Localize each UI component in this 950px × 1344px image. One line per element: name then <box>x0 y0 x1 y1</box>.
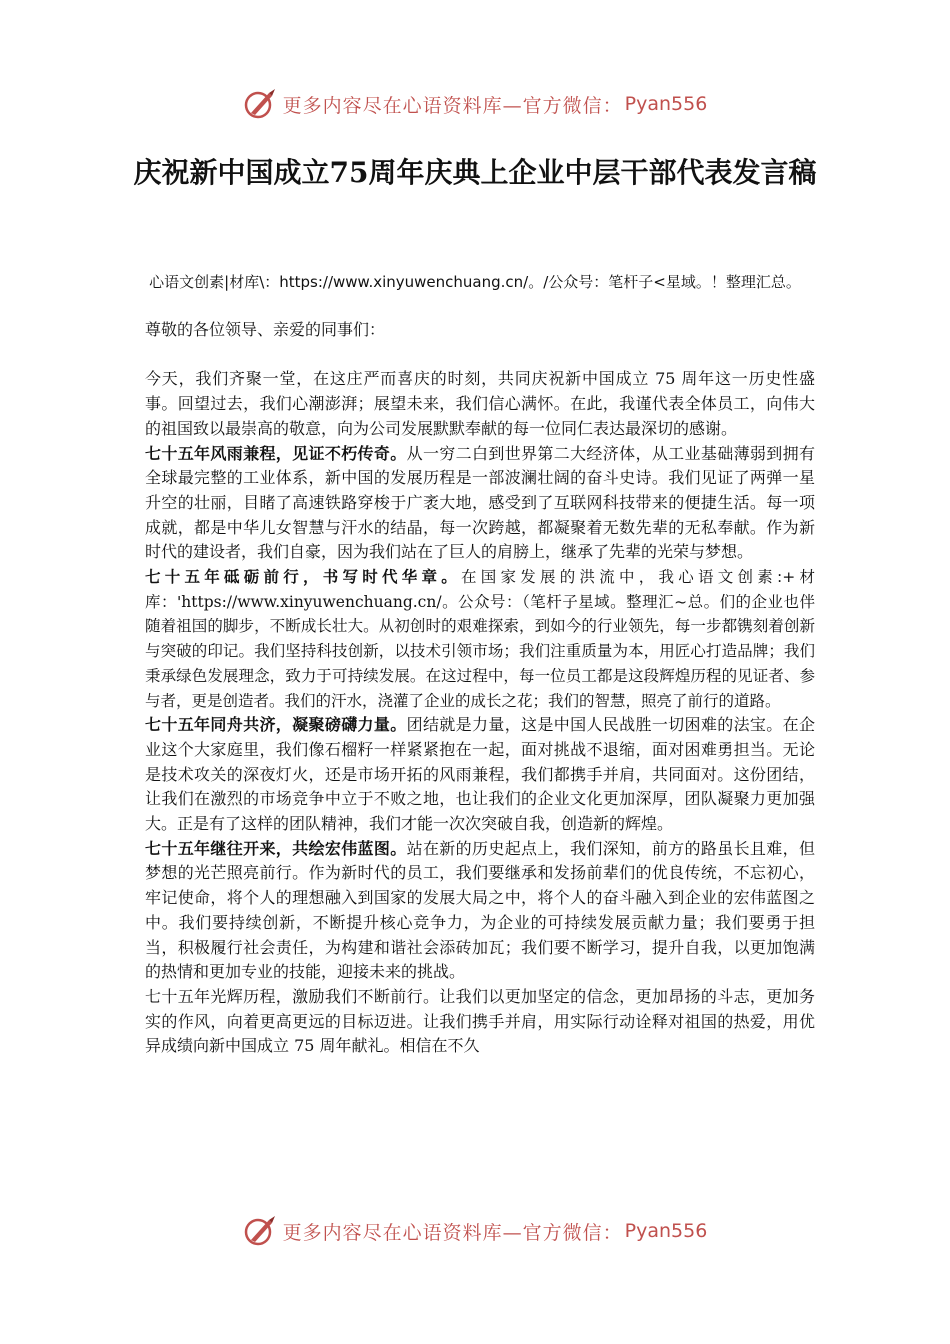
banner-wechat-id: Pyan556 <box>624 1220 708 1242</box>
section-paragraph <box>145 442 815 566</box>
section-heading: 七十五年继往开来，共绘宏伟蓝图。 <box>145 838 407 858</box>
section-paragraph <box>145 837 815 985</box>
document-title: 庆祝新中国成立75周年庆典上企业中层干部代表发言稿 <box>133 156 817 189</box>
blank-line <box>145 343 815 368</box>
footer-banner <box>0 1211 950 1251</box>
section-heading: 七十五年同舟共济，凝聚磅礴力量。 <box>145 715 407 735</box>
section-body: 。公众号：（笔杆子星域。整理汇~总。们的企业也伴随着祖国的脚步，不断成长壮大。从初创时的艰难探索，到如今的行业领先，每一步都镌刻着创新与突破的印记。我们坚持科技创新，以技术引领市场；我们注重质量为本，用匠心打造品牌；我们秉承绿色发展理念，致力于可持续发展。在这过程中，每一位员工都是这段辉煌历程的见证者、参与者，更是创造者。我们的汗水，浇灌了企业的成长之花；我们的智慧，照亮了前行的道路。 <box>145 592 815 710</box>
salutation: 尊敬的各位领导、亲爱的同事们： <box>145 320 386 339</box>
section-body: 从一穷二白到世界第二大经济体，从工业基础薄弱到拥有全球最完整的工业体系，新中国的发展历程是一部波澜壮阔的奋斗史诗。我们见证了两弹一星升空的壮丽，目睹了高速铁路穿梭于广袤大地，感受到了互联网科技带来的便捷生活。每一项成就，都是中华儿女智慧与汗水的结晶，每一次跨越，都凝聚着无数先辈的无私奉献。作为新时代的建设者，我们自豪，因为我们站在了巨人的肩膀上，继承了先辈的光荣与梦想。 <box>145 443 815 562</box>
banner-wechat-id: Pyan556 <box>624 93 708 115</box>
section-heading: 七十五年风雨兼程，见证不朽传奇。 <box>145 443 407 463</box>
quill-logo-icon <box>243 1214 277 1248</box>
section-body: 在国家发展的洪流中，我心语文创素:+材库：' <box>145 568 815 611</box>
header-banner <box>0 84 950 124</box>
section-paragraph <box>145 713 815 837</box>
section-body: 站在新的历史起点上，我们深知，前方的路虽长且难，但梦想的光芒照亮前行。作为新时代的员工，我们要继承和发扬前辈们的优良传统，不忘初心，牢记使命，将个人的理想融入到国家的发展大局之中，将个人的奋斗融入到企业的宏伟蓝图之中。我们要持续创新，不断提升核心竞争力，为企业的可持续发展贡献力量；我们要勇于担当，积极履行社会责任，为构建和谐社会添砖加瓦；我们要不断学习，提升自我，以更加饱满的热情和更加专业的技能，迎接未来的挑战。 <box>145 838 815 982</box>
document-body <box>145 318 815 1059</box>
section-url: https://www.xinyuwenchuang.cn/ <box>181 592 442 611</box>
quill-logo-icon <box>243 87 277 121</box>
closing-paragraph: 七十五年光辉历程，激励我们不断前行。让我们以更加坚定的信念，更加昂扬的斗志，更加务实的作风，向着更高更远的目标迈进。让我们携手并肩，用实际行动诠释对祖国的热爱，用优异成绩向新中国成立 75 周年献礼。相信在不久 <box>145 986 815 1056</box>
section-body: 团结就是力量，这是中国人民战胜一切困难的法宝。在企业这个大家庭里，我们像石榴籽一样紧紧抱在一起，面对挑战不退缩，面对困难勇担当。无论是技术攻关的深夜灯火，还是市场开拓的风雨兼程，我们都携手并肩，共同面对。这份团结，让我们在激烈的市场竞争中立于不败之地，也让我们的企业文化更加深厚，团队凝聚力更加强大。正是有了这样的团队精神，我们才能一次次突破自我，创造新的辉煌。 <box>145 715 815 834</box>
section-heading: 七十五年砥砺前行，书写时代华章。 <box>145 568 462 587</box>
intro-paragraph: 今天，我们齐聚一堂，在这庄严而喜庆的时刻，共同庆祝新中国成立 75 周年这一历史性盛事。回望过去，我们心潮澎湃；展望未来，我们信心满怀。在此，我谨代表全体员工，向伟大的祖国致以最崇高的敬意，向为公司发展默默奉献的每一位同仁表达最深切的感谢。 <box>145 369 815 438</box>
banner-text: 更多内容尽在心语资料库—官方微信： <box>282 94 623 117</box>
section-paragraph <box>145 565 815 713</box>
banner-text: 更多内容尽在心语资料库—官方微信： <box>282 1221 623 1244</box>
source-credit: 心语文创素|材库\：https://www.xinyuwenchuang.cn/。/公众号：笔杆子<星域。！整理汇总。 <box>149 273 801 291</box>
